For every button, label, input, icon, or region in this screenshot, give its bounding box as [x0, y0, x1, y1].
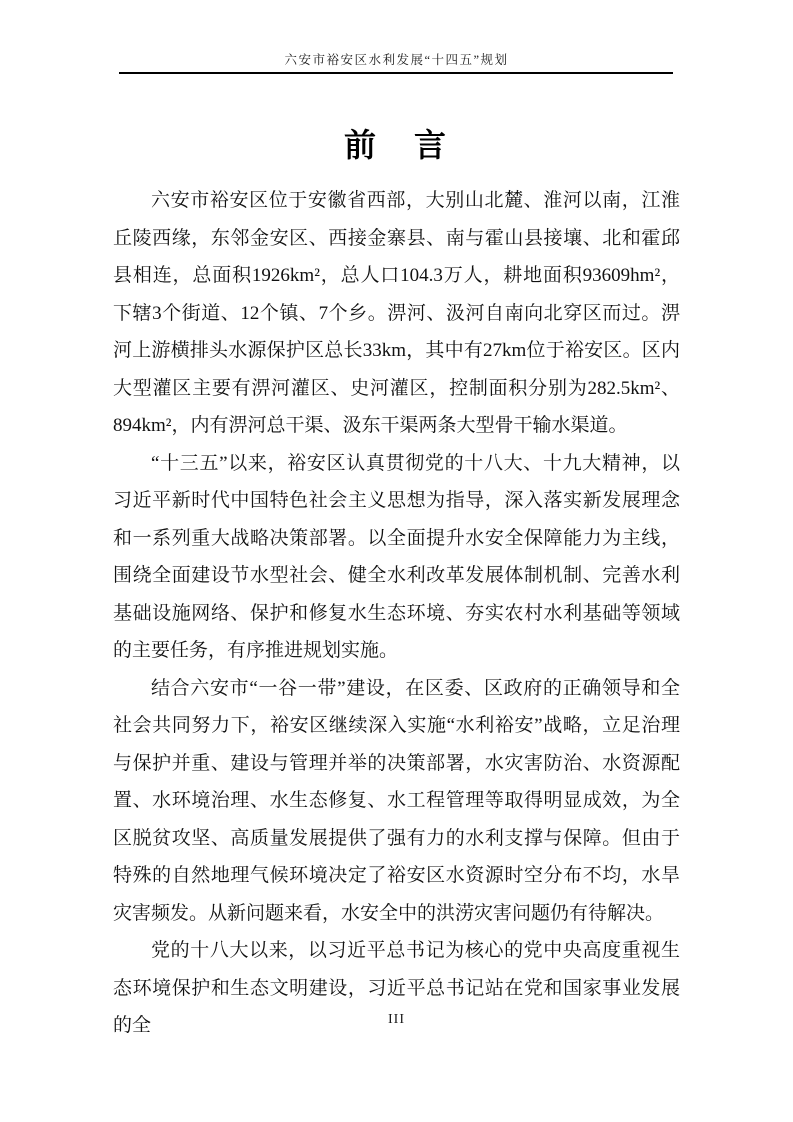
- paragraph-achievements-problems: 结合六安市“一谷一带”建设，在区委、区政府的正确领导和全社会共同努力下，裕安区继续深入实施“水利裕安”战略，立足治理与保护并重、建设与管理并举的决策部署，水灾害防治、水资源配置、水环境治理、水生态修复、水工程管理等取得明显成效，为全区脱贫攻坚、高质量发展提供了强有力的水利支撑与保障。但由于特殊的自然地理气候环境决定了裕安区水资源时空分布不均，水旱灾害频发。从新问题来看，水安全中的洪涝灾害问题仍有待解决。: [113, 677, 680, 924]
- document-body: [113, 182, 680, 1045]
- page-title: 前 言: [343, 127, 449, 163]
- page-number: III: [388, 1012, 405, 1027]
- paragraph-13th-five-year: “十三五”以来，裕安区认真贯彻党的十八大、十九大精神，以习近平新时代中国特色社会主义思想为指导，深入落实新发展理念和一系列重大战略决策部署。以全面提升水安全保障能力为主线，围绕全面建设节水型社会、健全水利改革发展体制机制、完善水利基础设施网络、保护和修复水生态环境、夯实农村水利基础等领域的主要任务，有序推进规划实施。: [113, 452, 680, 661]
- paragraph-ecological-civilization: 党的十八大以来，以习近平总书记为核心的党中央高度重视生态环境保护和生态文明建设，习近平总书记站在党和国家事业发展的全: [113, 940, 680, 1036]
- paragraph-intro-geography: 六安市裕安区位于安徽省西部，大别山北麓、淮河以南，江淮丘陵西缘，东邻金安区、西接金寨县、南与霍山县接壤、北和霍邱县相连，总面积1926km²，总人口104.3万人，耕地面积93609hm²，下辖3个街道、12个镇、7个乡。淠河、汲河自南向北穿区而过。淠河上游横排头水源保护区总长33km，其中有27km位于裕安区。区内大型灌区主要有淠河灌区、史河灌区，控制面积分别为282.5km²、894km²，内有淠河总干渠、汲东干渠两条大型骨干输水渠道。: [113, 190, 680, 436]
- running-header: 六安市裕安区水利发展“十四五”规划: [284, 53, 509, 67]
- header-rule: [119, 72, 673, 74]
